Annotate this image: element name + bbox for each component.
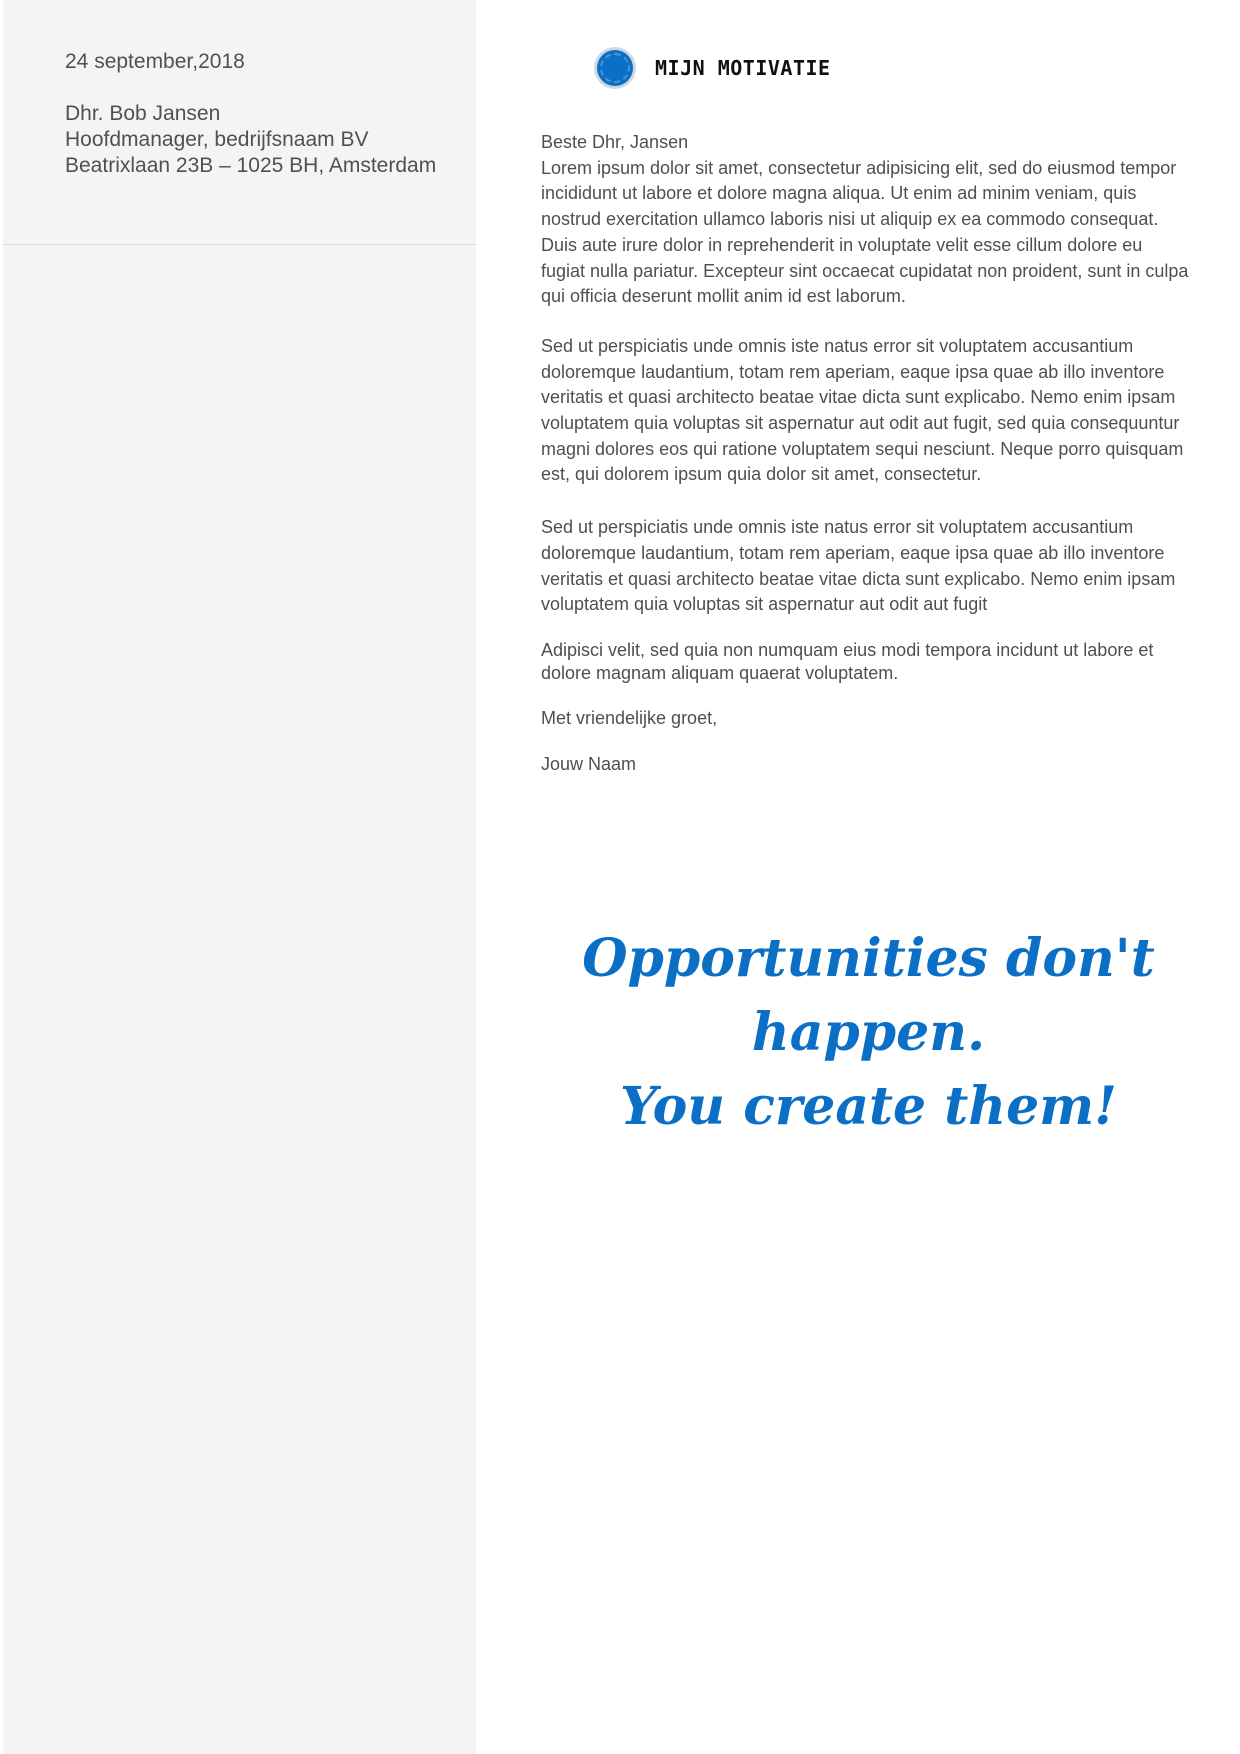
- quote-line-2: happen.: [751, 1002, 986, 1063]
- page-title: MIJN MOTIVATIE: [655, 56, 831, 80]
- letter-signature: Jouw Naam: [541, 753, 637, 774]
- sidebar-divider: [3, 244, 476, 245]
- letter-greeting: Beste Dhr, Jansen: [541, 132, 689, 152]
- recipient-address-block: [65, 101, 436, 179]
- letter-closing: Met vriendelijke groet,: [541, 707, 718, 728]
- letter-paragraph-1: Lorem ipsum dolor sit amet, consectetur adipisicing elit, sed do eiusmod tempor incididunt ut labore et dolore magna aliqua. Ut enim ad minim veniam, quis nostrud exercitation ullamco laboris nisi ut aliquip ex ea commodo consequat. Duis aute irure dolor in reprehenderit in voluptate velit esse cillum dolore eu fugiat nulla pariatur. Excepteur sint occaecat cupidatat non proident, sunt in culpa qui officia deserunt mollit anim id est laborum.: [541, 157, 1189, 307]
- quote-line-1: Opportunities don't: [582, 928, 1155, 989]
- page-heading: [597, 50, 831, 86]
- recipient-name: Dhr. Bob Jansen: [65, 102, 221, 125]
- quote-line-3: You create them!: [620, 1076, 1117, 1137]
- letter-paragraph-3: Sed ut perspiciatis unde omnis iste natus error sit voluptatem accusantium doloremque laudantium, totam rem aperiam, eaque ipsa quae ab illo inventore veritatis et quasi architecto beatae vitae dicta sunt explicabo. Nemo enim ipsam voluptatem quia voluptas sit aspernatur aut odit aut fugit: [541, 517, 1176, 615]
- motivational-quote: [541, 922, 1196, 1144]
- sidebar-panel: [3, 0, 476, 1754]
- recipient-address: Beatrixlaan 23B – 1025 BH, Amsterdam: [65, 154, 437, 177]
- recipient-title: Hoofdmanager, bedrijfsnaam BV: [65, 128, 369, 151]
- letter-date: 24 september,2018: [65, 50, 245, 73]
- letter-paragraph-4: Adipisci velit, sed quia non numquam eius modi tempora incidunt ut labore et dolore magnam aliquam quaerat voluptatem.: [541, 639, 1154, 684]
- letter-body: [541, 130, 1191, 777]
- circle-bullet-icon: [597, 50, 633, 86]
- letter-paragraph-2: Sed ut perspiciatis unde omnis iste natus error sit voluptatem accusantium doloremque laudantium, totam rem aperiam, eaque ipsa quae ab illo inventore veritatis et quasi architecto beatae vitae dicta sunt explicabo. Nemo enim ipsam voluptatem quia voluptas sit aspernatur aut odit aut fugit, sed quia consequuntur magni dolores eos qui ratione voluptatem sequi nesciunt. Neque porro quisquam est, qui dolorem ipsum quia dolor sit amet, consectetur.: [541, 335, 1184, 485]
